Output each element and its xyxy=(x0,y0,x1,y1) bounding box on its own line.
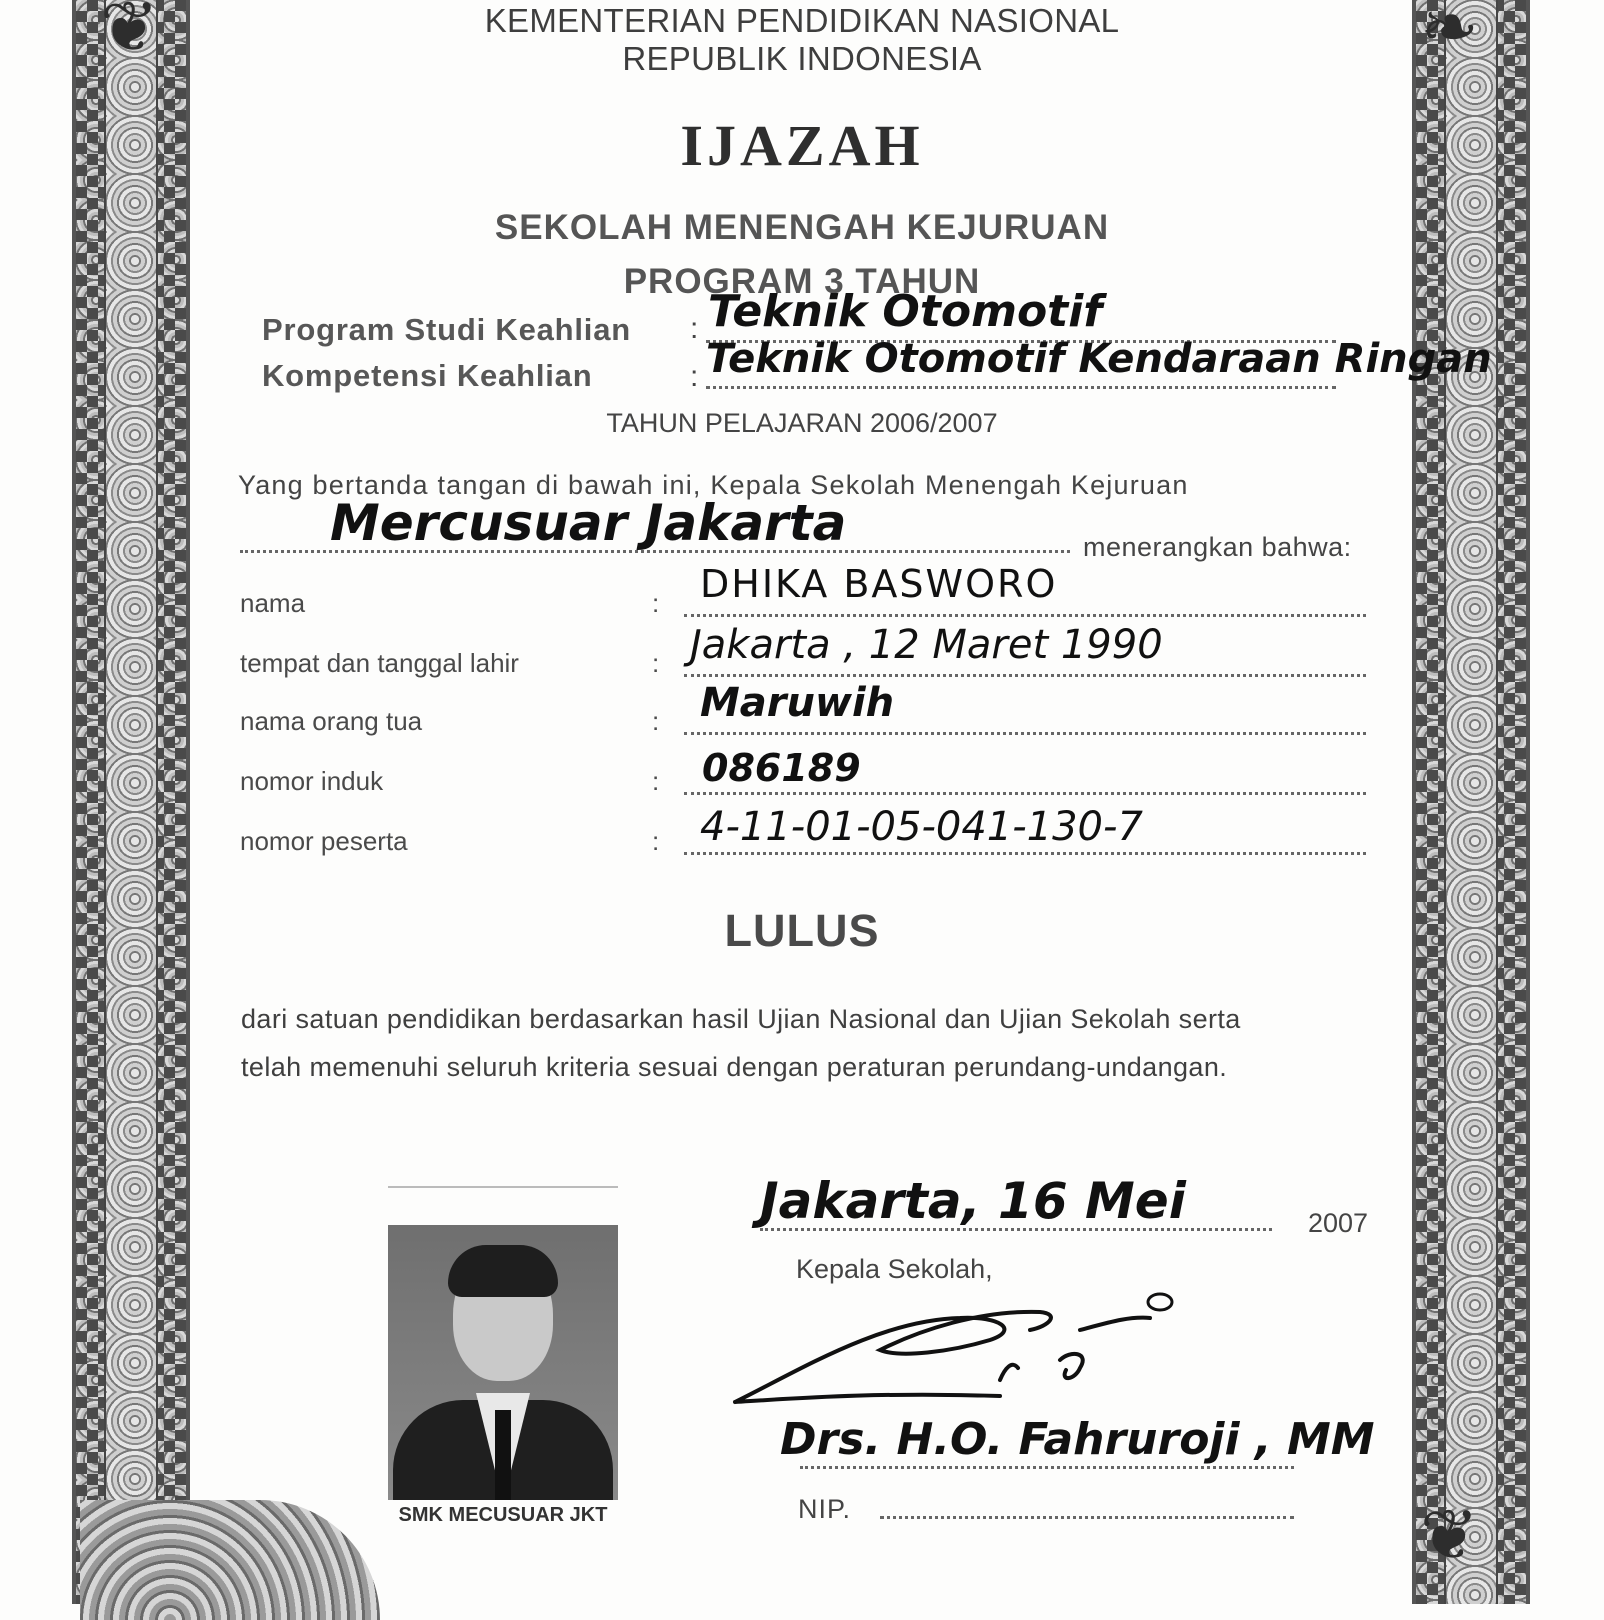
field-label: nama orang tua xyxy=(240,706,423,736)
academic-year: TAHUN PELAJARAN 2006/2007 xyxy=(606,408,998,438)
swirl-ornament-icon: ❧ xyxy=(1420,0,1479,68)
signing-year: 2007 xyxy=(1308,1208,1369,1238)
ministry-line-2: REPUBLIK INDONESIA xyxy=(622,40,982,77)
colon: : xyxy=(652,826,660,856)
photo-stamp-caption: SMK MECUSUAR JKT xyxy=(398,1504,608,1526)
document-title: IJAZAH xyxy=(680,113,924,178)
statement-suffix: menerangkan bahwa: xyxy=(1083,532,1352,562)
result-status: LULUS xyxy=(724,905,880,956)
colon: : xyxy=(690,360,699,393)
program-duration: PROGRAM 3 TAHUN xyxy=(623,262,981,301)
field-label: nomor peserta xyxy=(240,826,408,856)
field-value: 4-11-01-05-041-130-7 xyxy=(700,804,1143,850)
paragraph-line-1: dari satuan pendidikan berdasarkan hasil Ujian Nasional dan Ujian Sekolah serta xyxy=(241,1004,1241,1034)
colon: : xyxy=(652,648,660,678)
field-value: DHIKA BASWORO xyxy=(700,562,1058,606)
colon: : xyxy=(652,588,660,618)
swirl-ornament-icon: ❦ xyxy=(1420,1494,1479,1576)
program-studi-label: Program Studi Keahlian xyxy=(262,312,631,347)
school-name-handwritten: Mercusuar Jakarta xyxy=(330,494,847,552)
field-label: tempat dan tanggal lahir xyxy=(240,648,519,678)
principal-name-handwritten: Drs. H.O. Fahruroji , MM xyxy=(780,1414,1375,1465)
school-type: SEKOLAH MENENGAH KEJURUAN xyxy=(494,208,1110,247)
kompetensi-label: Kompetensi Keahlian xyxy=(262,358,593,393)
ministry-line-1: KEMENTERIAN PENDIDIKAN NASIONAL xyxy=(484,2,1120,39)
program-studi-value: Teknik Otomotif xyxy=(708,286,1103,337)
dotted-line xyxy=(880,1516,1294,1519)
nip-label: NIP. xyxy=(798,1494,852,1524)
kompetensi-value: Teknik Otomotif Kendaraan Ringan xyxy=(706,336,1492,382)
field-value: 086189 xyxy=(702,746,861,790)
paragraph-line-2: telah memenuhi seluruh kriteria sesuai dengan peraturan perundang-undangan. xyxy=(241,1052,1228,1082)
signing-role: Kepala Sekolah, xyxy=(796,1254,993,1284)
field-value: Jakarta , 12 Maret 1990 xyxy=(690,622,1163,668)
colon: : xyxy=(652,766,660,796)
field-value: Maruwih xyxy=(700,680,895,726)
field-label: nama xyxy=(240,588,306,618)
colon: : xyxy=(652,706,660,736)
colon: : xyxy=(690,312,699,345)
place-date-handwritten: Jakarta, 16 Mei xyxy=(760,1172,1186,1230)
field-label: nomor induk xyxy=(240,766,384,796)
statement-intro: Yang bertanda tangan di bawah ini, Kepala Sekolah Menengah Kejuruan xyxy=(238,470,1189,500)
dotted-line xyxy=(800,1466,1294,1469)
swirl-ornament-icon: ❦ xyxy=(100,0,159,68)
